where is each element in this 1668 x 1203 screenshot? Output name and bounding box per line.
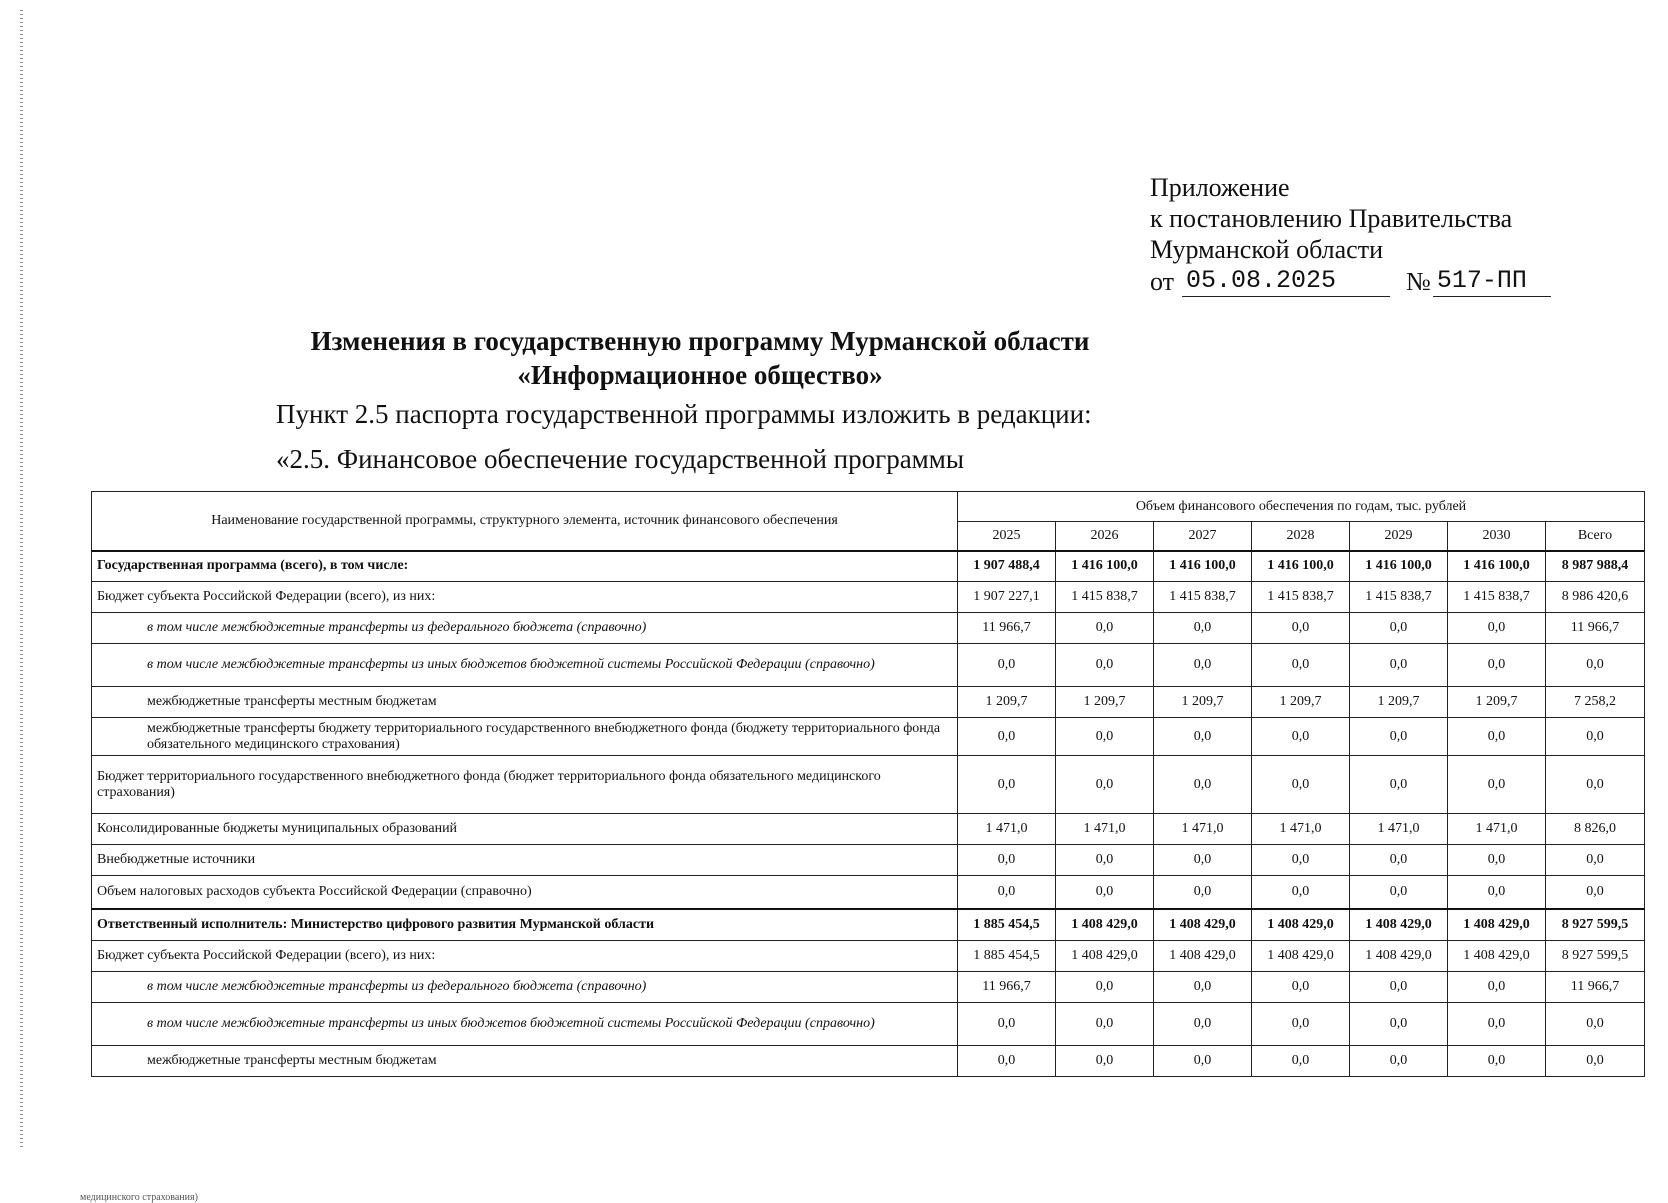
date-prefix: от: [1150, 267, 1175, 296]
financing-table: [91, 491, 1645, 1077]
title-line-2: «Информационное общество»: [517, 360, 883, 390]
row-value-cell: 1 408 429,0: [1252, 941, 1350, 972]
row-value-cell: 0,0: [1448, 756, 1546, 814]
row-total-cell: 0,0: [1546, 845, 1645, 876]
row-value-cell: 0,0: [1056, 972, 1154, 1003]
row-name-cell: Внебюджетные источники: [92, 845, 958, 876]
row-total-cell: 11 966,7: [1546, 613, 1645, 644]
row-total-cell: 0,0: [1546, 756, 1645, 814]
row-value-cell: 0,0: [1252, 1046, 1350, 1077]
name-column-header: Наименование государственной программы, структурного элемента, источник финансового обеспечения: [92, 492, 958, 551]
row-value-cell: 1 209,7: [1252, 687, 1350, 718]
table-row: [92, 718, 1645, 756]
number-prefix: №: [1406, 267, 1431, 296]
appendix-line-3: Мурманской области: [1150, 235, 1383, 264]
table-row: [92, 972, 1645, 1003]
row-value-cell: 0,0: [1154, 876, 1252, 909]
row-value-cell: 1 415 838,7: [1154, 582, 1252, 613]
row-value-cell: 0,0: [1252, 1003, 1350, 1046]
year-header: 2029: [1350, 522, 1448, 551]
row-total-cell: 0,0: [1546, 1046, 1645, 1077]
appendix-line-1: Приложение: [1150, 173, 1290, 202]
year-header: 2026: [1056, 522, 1154, 551]
row-value-cell: 1 416 100,0: [1448, 551, 1546, 582]
row-total-cell: 8 987 988,4: [1546, 551, 1645, 582]
row-value-cell: 1 408 429,0: [1154, 941, 1252, 972]
row-value-cell: 0,0: [1252, 876, 1350, 909]
year-header: 2027: [1154, 522, 1252, 551]
table-row: [92, 582, 1645, 613]
row-value-cell: 0,0: [1350, 845, 1448, 876]
row-value-cell: 0,0: [1056, 1046, 1154, 1077]
row-total-cell: 8 986 420,6: [1546, 582, 1645, 613]
scan-edge-artifact: [20, 10, 23, 1150]
row-total-cell: 8 927 599,5: [1546, 909, 1645, 941]
row-value-cell: 0,0: [1154, 613, 1252, 644]
row-total-cell: 0,0: [1546, 644, 1645, 687]
row-value-cell: 1 408 429,0: [1350, 941, 1448, 972]
row-value-cell: 1 209,7: [1448, 687, 1546, 718]
row-value-cell: 0,0: [1252, 756, 1350, 814]
row-value-cell: 1 415 838,7: [1056, 582, 1154, 613]
row-total-cell: 0,0: [1546, 876, 1645, 909]
row-value-cell: 1 471,0: [1448, 814, 1546, 845]
row-value-cell: 0,0: [1350, 1046, 1448, 1077]
row-name-cell: в том числе межбюджетные трансферты из федерального бюджета (справочно): [92, 613, 958, 644]
year-header: 2030: [1448, 522, 1546, 551]
row-value-cell: 1 408 429,0: [1154, 909, 1252, 941]
row-value-cell: 1 408 429,0: [1252, 909, 1350, 941]
row-value-cell: 0,0: [1056, 613, 1154, 644]
row-value-cell: 0,0: [1448, 644, 1546, 687]
row-value-cell: 1 416 100,0: [1154, 551, 1252, 582]
document-title: [290, 324, 1110, 392]
row-value-cell: 0,0: [1448, 613, 1546, 644]
table-row: [92, 814, 1645, 845]
row-value-cell: 0,0: [1252, 718, 1350, 756]
row-value-cell: 1 408 429,0: [1448, 941, 1546, 972]
row-value-cell: 1 885 454,5: [958, 941, 1056, 972]
row-value-cell: 1 209,7: [1056, 687, 1154, 718]
row-value-cell: 0,0: [1056, 876, 1154, 909]
row-name-cell: межбюджетные трансферты местным бюджетам: [92, 1046, 958, 1077]
resolution-number: 517-ПП: [1433, 265, 1551, 297]
table-row: [92, 909, 1645, 941]
row-value-cell: 0,0: [1252, 644, 1350, 687]
financing-group-header: Объем финансового обеспечения по годам, тыс. рублей: [958, 492, 1645, 522]
row-total-cell: 0,0: [1546, 718, 1645, 756]
row-total-cell: 8 927 599,5: [1546, 941, 1645, 972]
row-value-cell: 1 209,7: [1350, 687, 1448, 718]
appendix-date-line: [1150, 265, 1590, 297]
section-heading: «2.5. Финансовое обеспечение государственной программы: [276, 444, 964, 474]
row-value-cell: 0,0: [1154, 972, 1252, 1003]
row-value-cell: 11 966,7: [958, 613, 1056, 644]
year-header: 2025: [958, 522, 1056, 551]
row-name-cell: Бюджет субъекта Российской Федерации (всего), из них:: [92, 582, 958, 613]
row-value-cell: 1 907 488,4: [958, 551, 1056, 582]
row-value-cell: 0,0: [1350, 876, 1448, 909]
row-name-cell: Бюджет субъекта Российской Федерации (всего), из них:: [92, 941, 958, 972]
year-header: 2028: [1252, 522, 1350, 551]
appendix-line-2: к постановлению Правительства: [1150, 204, 1513, 233]
row-value-cell: 0,0: [958, 644, 1056, 687]
row-name-cell: Объем налоговых расходов субъекта Российской Федерации (справочно): [92, 876, 958, 909]
row-value-cell: 0,0: [1056, 756, 1154, 814]
row-total-cell: 11 966,7: [1546, 972, 1645, 1003]
row-value-cell: 0,0: [1252, 845, 1350, 876]
row-value-cell: 11 966,7: [958, 972, 1056, 1003]
row-value-cell: 1 408 429,0: [1448, 909, 1546, 941]
row-name-cell: Ответственный исполнитель: Министерство цифрового развития Мурманской области: [92, 909, 958, 941]
table-row: [92, 644, 1645, 687]
row-name-cell: Бюджет территориального государственного внебюджетного фонда (бюджет территориального фонда обязательного медицинского страхования): [92, 756, 958, 814]
row-value-cell: 0,0: [958, 718, 1056, 756]
scan-footer-artifact: медицинского страхования): [80, 1192, 198, 1203]
row-value-cell: 0,0: [1448, 1003, 1546, 1046]
row-value-cell: 1 408 429,0: [1350, 909, 1448, 941]
row-name-cell: в том числе межбюджетные трансферты из иных бюджетов бюджетной системы Российской Федерации (справочно): [92, 1003, 958, 1046]
table-row: [92, 687, 1645, 718]
row-value-cell: 0,0: [1056, 718, 1154, 756]
row-value-cell: 1 416 100,0: [1056, 551, 1154, 582]
row-name-cell: в том числе межбюджетные трансферты из иных бюджетов бюджетной системы Российской Федерации (справочно): [92, 644, 958, 687]
row-value-cell: 0,0: [1350, 972, 1448, 1003]
table-row: [92, 876, 1645, 909]
row-value-cell: 0,0: [1448, 845, 1546, 876]
row-value-cell: 1 907 227,1: [958, 582, 1056, 613]
title-line-1: Изменения в государственную программу Мурманской области: [310, 326, 1090, 356]
row-total-cell: 7 258,2: [1546, 687, 1645, 718]
row-total-cell: 8 826,0: [1546, 814, 1645, 845]
row-value-cell: 1 885 454,5: [958, 909, 1056, 941]
row-value-cell: 0,0: [1448, 1046, 1546, 1077]
row-value-cell: 1 209,7: [1154, 687, 1252, 718]
row-name-cell: Консолидированные бюджеты муниципальных образований: [92, 814, 958, 845]
row-value-cell: 0,0: [1154, 756, 1252, 814]
row-value-cell: 0,0: [958, 845, 1056, 876]
table-row: [92, 756, 1645, 814]
row-value-cell: 1 415 838,7: [1350, 582, 1448, 613]
row-value-cell: 0,0: [958, 1046, 1056, 1077]
row-value-cell: 0,0: [1448, 972, 1546, 1003]
row-name-cell: Государственная программа (всего), в том числе:: [92, 551, 958, 582]
table-row: [92, 1046, 1645, 1077]
table-row: [92, 941, 1645, 972]
row-name-cell: межбюджетные трансферты бюджету территориального государственного внебюджетного фонда (бюджету территориального фонда обязательного медицинского страхования): [92, 718, 958, 756]
row-value-cell: 0,0: [1056, 845, 1154, 876]
row-value-cell: 0,0: [1448, 876, 1546, 909]
table-body: [92, 551, 1645, 1077]
row-value-cell: 0,0: [1350, 756, 1448, 814]
row-value-cell: 1 416 100,0: [1350, 551, 1448, 582]
row-value-cell: 0,0: [1154, 845, 1252, 876]
row-value-cell: 1 416 100,0: [1252, 551, 1350, 582]
intro-text: Пункт 2.5 паспорта государственной программы изложить в редакции:: [276, 399, 1092, 429]
row-value-cell: 0,0: [1350, 718, 1448, 756]
row-value-cell: 0,0: [1056, 644, 1154, 687]
row-value-cell: 0,0: [1252, 613, 1350, 644]
row-value-cell: 0,0: [958, 1003, 1056, 1046]
row-value-cell: 0,0: [958, 876, 1056, 909]
row-value-cell: 0,0: [1350, 1003, 1448, 1046]
row-value-cell: 0,0: [1448, 718, 1546, 756]
row-value-cell: 1 415 838,7: [1252, 582, 1350, 613]
table-row: [92, 845, 1645, 876]
row-value-cell: 1 471,0: [1056, 814, 1154, 845]
row-value-cell: 1 408 429,0: [1056, 909, 1154, 941]
row-total-cell: 0,0: [1546, 1003, 1645, 1046]
row-value-cell: 1 471,0: [1154, 814, 1252, 845]
row-value-cell: 1 471,0: [1350, 814, 1448, 845]
row-value-cell: 0,0: [1154, 1046, 1252, 1077]
row-value-cell: 1 209,7: [958, 687, 1056, 718]
row-value-cell: 1 471,0: [1252, 814, 1350, 845]
table-row: [92, 613, 1645, 644]
row-value-cell: 1 408 429,0: [1056, 941, 1154, 972]
row-name-cell: межбюджетные трансферты местным бюджетам: [92, 687, 958, 718]
row-value-cell: 0,0: [1154, 1003, 1252, 1046]
row-value-cell: 0,0: [1056, 1003, 1154, 1046]
row-name-cell: в том числе межбюджетные трансферты из федерального бюджета (справочно): [92, 972, 958, 1003]
row-value-cell: 0,0: [1252, 972, 1350, 1003]
row-value-cell: 0,0: [1350, 613, 1448, 644]
appendix-header: [1150, 172, 1590, 297]
row-value-cell: 0,0: [1350, 644, 1448, 687]
table-row: [92, 1003, 1645, 1046]
row-value-cell: 0,0: [1154, 718, 1252, 756]
row-value-cell: 1 471,0: [958, 814, 1056, 845]
resolution-date: 05.08.2025: [1182, 265, 1390, 297]
table-row: [92, 551, 1645, 582]
row-value-cell: 0,0: [1154, 644, 1252, 687]
row-value-cell: 0,0: [958, 756, 1056, 814]
total-header: Всего: [1546, 522, 1645, 551]
row-value-cell: 1 415 838,7: [1448, 582, 1546, 613]
